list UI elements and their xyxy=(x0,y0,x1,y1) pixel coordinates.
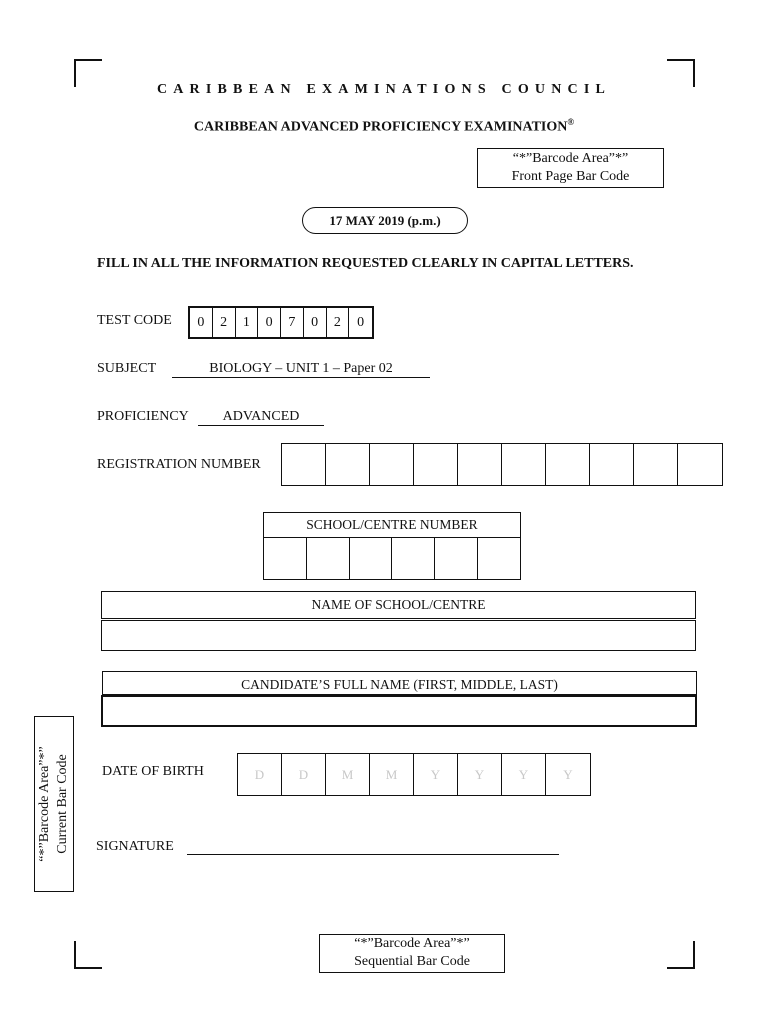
corner-mark-bottom-left xyxy=(74,941,102,969)
registration-cell[interactable] xyxy=(326,444,370,485)
test-code-digit: 0 xyxy=(304,308,327,337)
school-number-cell[interactable] xyxy=(435,538,478,580)
corner-mark-bottom-right xyxy=(667,941,695,969)
school-number-cell[interactable] xyxy=(392,538,435,580)
dob-cell[interactable]: M xyxy=(370,754,414,795)
registration-cell[interactable] xyxy=(414,444,458,485)
test-code-digit: 0 xyxy=(258,308,281,337)
registration-cell[interactable] xyxy=(370,444,414,485)
school-number-cell[interactable] xyxy=(264,538,307,580)
school-centre-number-box xyxy=(263,512,521,580)
registration-label: REGISTRATION NUMBER xyxy=(97,457,261,472)
dob-cell[interactable]: Y xyxy=(502,754,546,795)
school-number-cell[interactable] xyxy=(350,538,393,580)
exam-title: CARIBBEAN ADVANCED PROFICIENCY EXAMINATION® xyxy=(193,117,575,135)
current-barcode-area xyxy=(34,716,74,892)
subject-field: BIOLOGY – UNIT 1 – Paper 02 xyxy=(172,361,430,378)
signature-line[interactable] xyxy=(187,854,559,855)
exam-date: 17 MAY 2019 (p.m.) xyxy=(302,207,468,234)
registration-cell[interactable] xyxy=(546,444,590,485)
candidate-name-label: CANDIDATE’S FULL NAME (FIRST, MIDDLE, LAST) xyxy=(102,671,697,695)
registration-cell[interactable] xyxy=(590,444,634,485)
signature-label: SIGNATURE xyxy=(96,839,174,854)
candidate-name-field[interactable] xyxy=(101,695,697,727)
registration-cell[interactable] xyxy=(282,444,326,485)
current-barcode-line2: Current Bar Code xyxy=(55,754,70,854)
proficiency-label: PROFICIENCY xyxy=(97,409,189,424)
dob-cell[interactable]: M xyxy=(326,754,370,795)
sequential-barcode-line1: “*”Barcode Area”*” xyxy=(354,936,470,951)
registration-cell[interactable] xyxy=(678,444,722,485)
test-code-digit: 2 xyxy=(327,308,350,337)
test-code-digit: 7 xyxy=(281,308,304,337)
school-centre-number-label: SCHOOL/CENTRE NUMBER xyxy=(264,513,520,538)
test-code-digit: 0 xyxy=(357,315,365,330)
dob-cell[interactable]: Y xyxy=(414,754,458,795)
registration-cell[interactable] xyxy=(502,444,546,485)
test-code-digit: 0 xyxy=(190,308,213,337)
test-code-digit: 2 xyxy=(213,308,236,337)
test-code-label: TEST CODE xyxy=(97,313,172,328)
front-barcode-area xyxy=(477,148,664,188)
registered-mark: ® xyxy=(567,117,575,127)
instruction-text: FILL IN ALL THE INFORMATION REQUESTED CLEARLY IN CAPITAL LETTERS. xyxy=(97,256,634,271)
registration-cell[interactable] xyxy=(458,444,502,485)
dob-cell[interactable]: D xyxy=(238,754,282,795)
front-barcode-line2: Front Page Bar Code xyxy=(511,169,630,184)
dob-cell[interactable]: Y xyxy=(458,754,502,795)
test-code-digit: 1 xyxy=(236,308,259,337)
subject-label: SUBJECT xyxy=(97,361,157,376)
school-name-label: NAME OF SCHOOL/CENTRE xyxy=(101,591,696,619)
school-number-cell[interactable] xyxy=(307,538,350,580)
registration-number-grid xyxy=(281,443,723,486)
school-name-field[interactable] xyxy=(101,620,696,651)
test-code-grid xyxy=(188,306,374,339)
sequential-barcode-area xyxy=(319,934,505,973)
school-number-cell[interactable] xyxy=(478,538,520,580)
dob-label: DATE OF BIRTH xyxy=(102,764,204,779)
registration-cell[interactable] xyxy=(634,444,678,485)
council-title: CARIBBEAN EXAMINATIONS COUNCIL xyxy=(156,82,612,97)
proficiency-field: ADVANCED xyxy=(198,409,324,426)
dob-cell[interactable]: D xyxy=(282,754,326,795)
front-barcode-line1: “*”Barcode Area”*” xyxy=(512,151,629,166)
current-barcode-line1: “*”Barcode Area”*” xyxy=(37,746,52,862)
dob-grid xyxy=(237,753,591,796)
sequential-barcode-line2: Sequential Bar Code xyxy=(354,954,470,969)
dob-cell[interactable]: Y xyxy=(563,767,573,782)
